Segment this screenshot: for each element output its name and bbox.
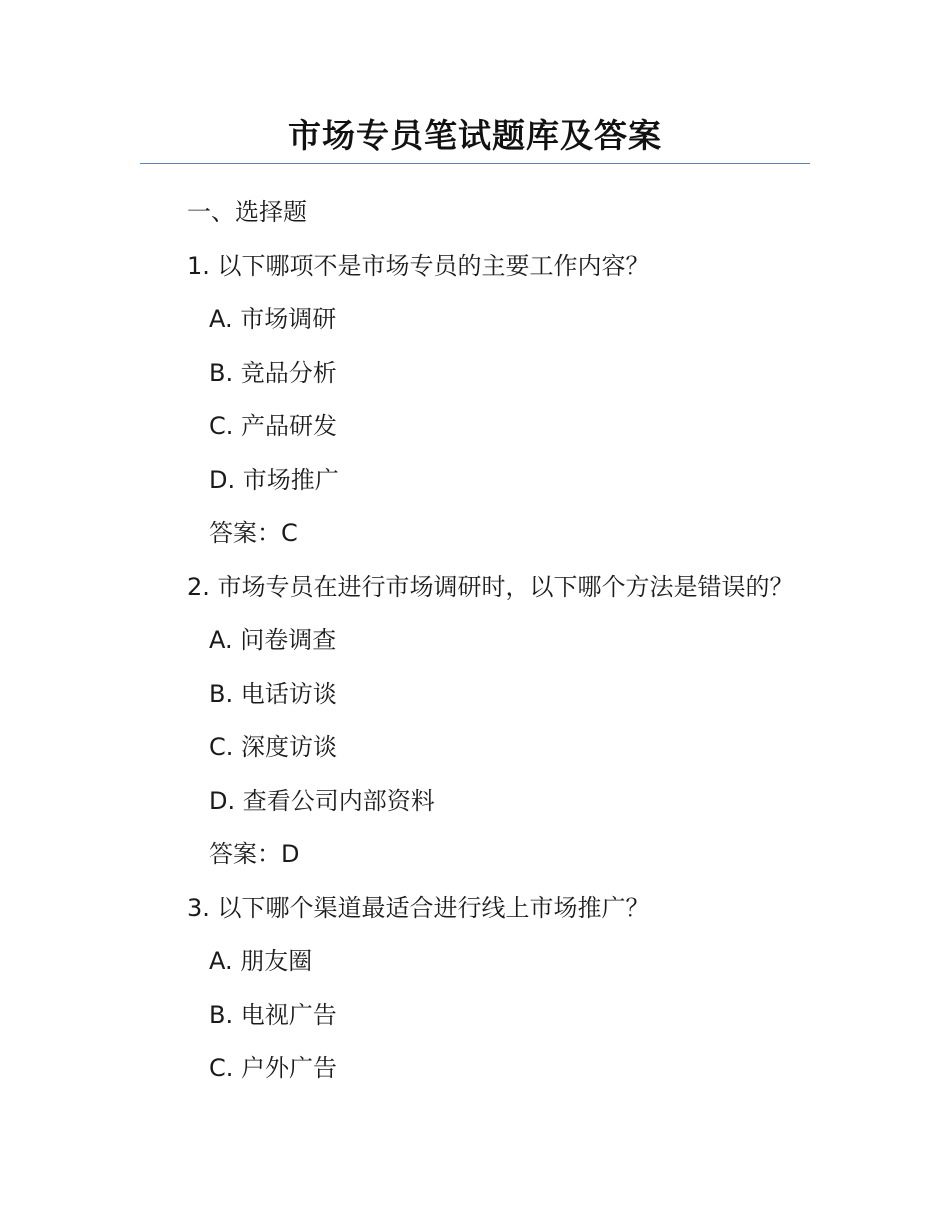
question-2 — [187, 561, 827, 882]
question-3 — [187, 882, 827, 1096]
option-a: A. 市场调研 — [209, 305, 337, 333]
option-b: B. 电话访谈 — [209, 679, 337, 708]
option-b: B. 电视广告 — [209, 1000, 337, 1029]
option-c: C. 深度访谈 — [209, 733, 338, 761]
option-a: A. 问卷调查 — [209, 626, 337, 654]
option-d: D. 市场推广 — [209, 465, 339, 494]
question-stem: 3. 以下哪个渠道最适合进行线上市场推广？ — [187, 893, 650, 922]
option-b: B. 竞品分析 — [209, 358, 337, 387]
page-title: 市场专员笔试题库及答案 — [288, 116, 662, 155]
option-d: D. 查看公司内部资料 — [209, 786, 435, 815]
title-divider — [140, 163, 810, 164]
answer-line: 答案：D — [209, 840, 300, 868]
question-stem: 1. 以下哪项不是市场专员的主要工作内容？ — [187, 251, 650, 280]
option-a: A. 朋友圈 — [209, 947, 313, 975]
document-body — [187, 186, 827, 1096]
section-heading: 一、选择题 — [187, 198, 307, 226]
option-c: C. 户外广告 — [209, 1054, 338, 1082]
question-1 — [187, 240, 827, 561]
question-stem: 2. 市场专员在进行市场调研时，以下哪个方法是错误的？ — [187, 572, 794, 601]
option-c: C. 产品研发 — [209, 412, 338, 440]
answer-line: 答案：C — [209, 519, 298, 547]
